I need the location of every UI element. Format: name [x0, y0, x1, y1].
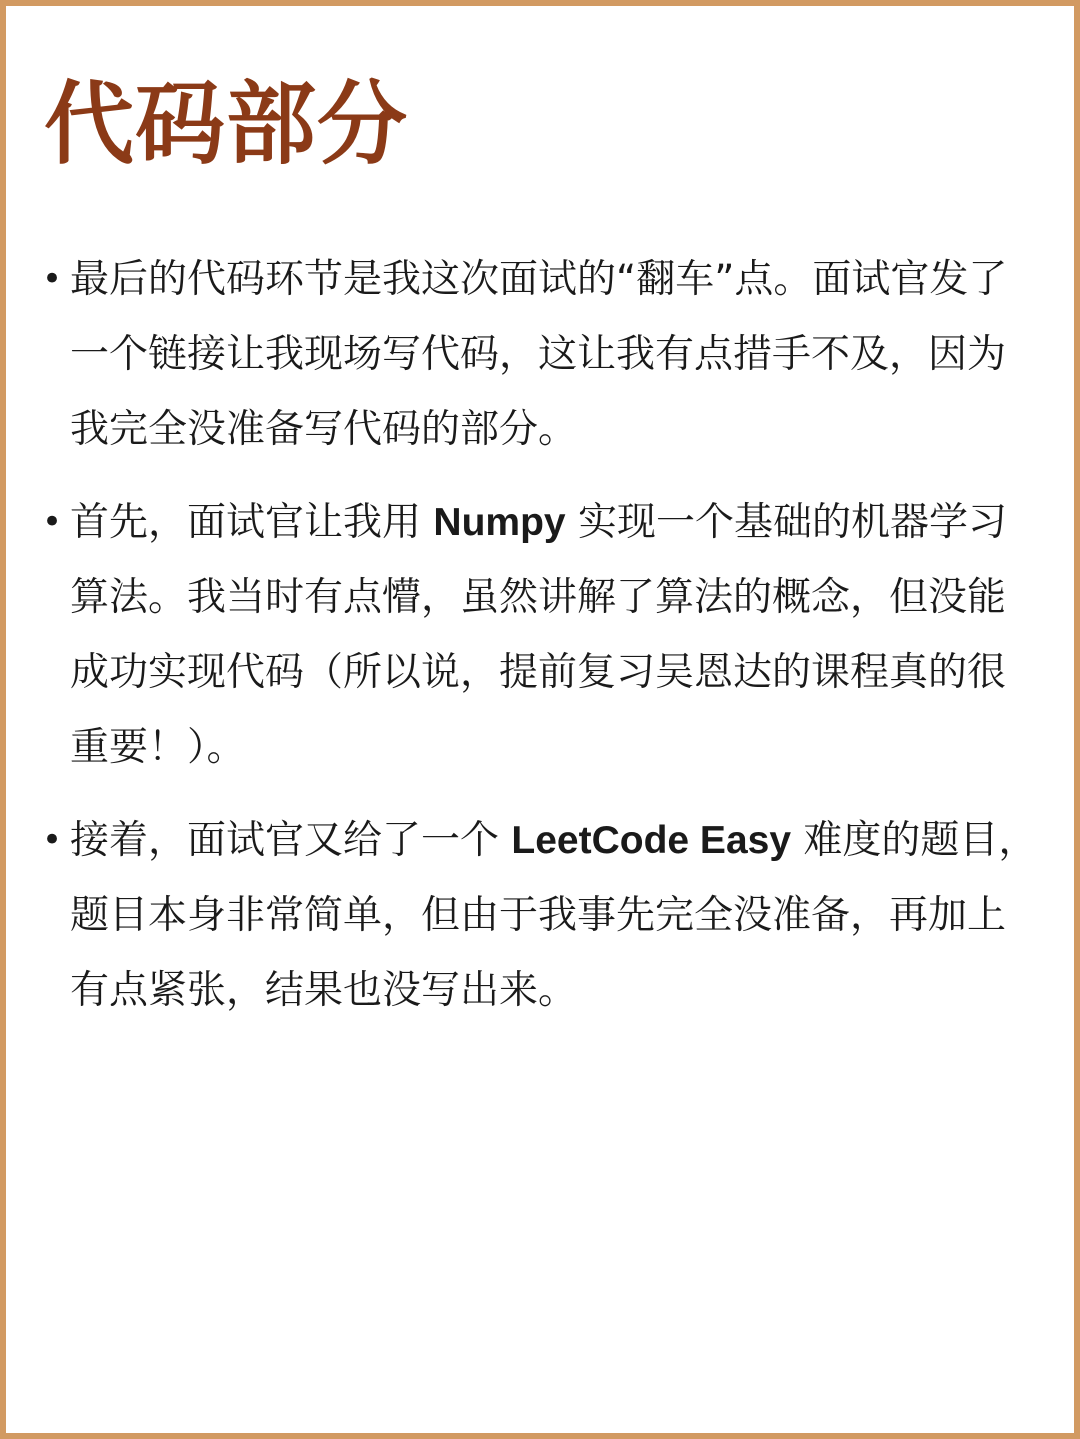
- bullet-item-coding-failure: [38, 242, 1038, 467]
- bullet-item-leetcode: [38, 803, 1038, 1028]
- bullet-list: [38, 242, 1038, 1046]
- bullet-text-after: 实现一个基础的机器学习算法。我当时有点懵，虽然讲解了算法的概念，但没能成功实现代码（所以说，提前复习吴恩达的课程真的很重要！）。: [70, 500, 1007, 770]
- bullet-item-numpy: [38, 485, 1038, 785]
- bullet-keyword: Numpy: [433, 501, 566, 544]
- bullet-text-before: 首先，面试官让我用: [70, 500, 434, 545]
- page-title: 代码部分: [44, 72, 408, 177]
- bullet-keyword: LeetCode Easy: [511, 819, 792, 862]
- bullet-text-after: 难度的题目，题目本身非常简单，但由于我事先完全没准备，再加上有点紧张，结果也没写出来。: [70, 818, 1038, 1013]
- bullet-text: 最后的代码环节是我这次面试的“翻车”点。面试官发了一个链接让我现场写代码，这让我有点措手不及，因为我完全没准备写代码的部分。: [70, 257, 1008, 452]
- bullet-text-before: 接着，面试官又给了一个: [70, 818, 512, 863]
